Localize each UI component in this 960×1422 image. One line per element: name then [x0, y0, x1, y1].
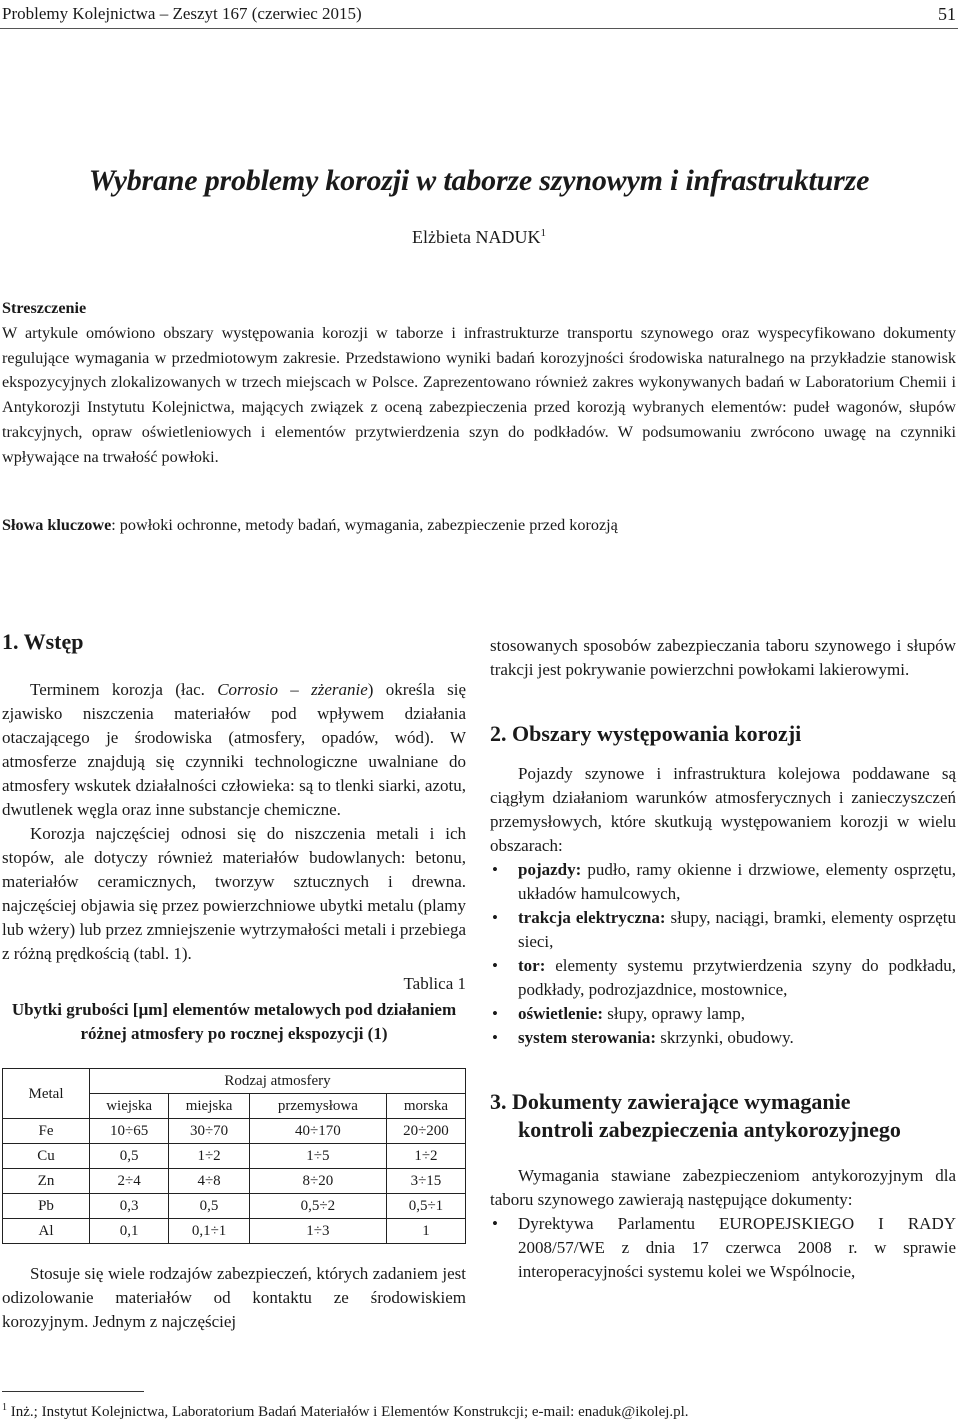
keywords-label: Słowa kluczowe	[2, 516, 112, 534]
list-item	[518, 906, 956, 954]
author-name: Elżbieta NADUK	[412, 227, 541, 247]
header-rule	[0, 28, 958, 29]
table-cell: 20÷200	[386, 1119, 465, 1144]
table-cell: 4÷8	[169, 1169, 250, 1194]
table-col-header: przemysłowa	[249, 1094, 386, 1119]
table-cell: 0,1	[90, 1219, 169, 1244]
table-cell-metal: Zn	[3, 1169, 90, 1194]
intro-paragraph-1	[2, 678, 466, 822]
table-cell: 1÷3	[249, 1219, 386, 1244]
keywords	[2, 516, 956, 535]
continued-paragraph: stosowanych sposobów zabezpieczania taboru szynowego i słupów trakcji jest pokrywanie powierzchni powłokami lakierowymi.	[490, 636, 956, 679]
list-item-text: skrzynki, obudowy.	[656, 1028, 794, 1047]
table-cell: 8÷20	[249, 1169, 386, 1194]
table-row	[3, 1144, 466, 1169]
list-item-term: oświetlenie:	[518, 1004, 603, 1023]
section-2-intro: Pojazdy szynowe i infrastruktura kolejowa poddawane są ciągłym działaniom warunków atmosferycznych i zanieczyszczeń przemysłowych, które skutkują występowaniem korozji w wielu obszarach:	[490, 764, 956, 855]
running-header	[2, 2, 956, 26]
table-cell-metal: Pb	[3, 1194, 90, 1219]
list-item-term: pojazdy:	[518, 860, 582, 879]
footnote-text: Inż.; Instytut Kolejnictwa, Laboratorium Badań Materiałów i Elementów Konstrukcji; e-mail: enaduk@ikolej.pl.	[7, 1404, 689, 1420]
list-item-term: system sterowania:	[518, 1028, 657, 1047]
intro-p1-text-b: ) określa się zjawisko niszczenia materiałów pod wpływem działania otaczającego je środowiska (atmosfery, opadów, wód). W atmosferze znajdują się czynniki technologiczne uwalniane do atmosfery wskutek działalności człowieka: są to tlenki siarki, azotu, dwutlenek węgla oraz inne substancje chemiczne.	[2, 680, 466, 819]
section-2-title: 2. Obszary występowania korozji	[490, 721, 802, 746]
abstract	[2, 296, 956, 470]
intro-p1-text-a: Terminem korozja (łac.	[30, 680, 218, 699]
page-number: 51	[938, 4, 956, 24]
abstract-text: W artykule omówiono obszary występowania korozji w taborze i infrastrukturze transportu szynowego oraz wyspecyfikowano dokumenty regulujące wymagania w przedmiotowym zakresie. Przedstawiono wyniki badań korozyjności środowiska naturalnego na przykładzie stanowisk ekspozycyjnych zlokalizowanych w trzech miejscach w Polsce. Zaprezentowano również zakres wykonywanych badań w Laboratorium Chemii i Antykorozji Instytutu Kolejnictwa, mających związek z oceną zabezpieczenia przed korozją wybranych elementów: pudeł wagonów, słupów trakcyjnych, opraw oświetleniowych i elementów przytwierdzenia szyn do podkładów. W podsumowaniu zwrócono uwagę na czynniki wpływające na trwałość powłoki.	[2, 323, 956, 466]
list-item-text: elementy systemu przytwierdzenia szyny do podkładu, podkłady, podrozjazdnice, mostownice,	[518, 956, 956, 999]
list-item-term: tor:	[518, 956, 546, 975]
right-column	[490, 634, 956, 1284]
table-cell-metal: Fe	[3, 1119, 90, 1144]
list-item	[518, 954, 956, 1002]
table-cell-metal: Cu	[3, 1144, 90, 1169]
list-item-text: słupy, naciągi, bramki, elementy osprzętu sieci,	[518, 908, 956, 951]
table-cell: 1÷2	[169, 1144, 250, 1169]
table-title: Ubytki grubości [µm] elementów metalowych pod działaniem różnej atmosfery po rocznej ekspozycji (1)	[11, 1000, 457, 1043]
list-item	[518, 1026, 956, 1050]
section-3-title	[490, 1088, 956, 1144]
table-row	[3, 1194, 466, 1219]
table-cell: 0,5÷1	[386, 1194, 465, 1219]
table-cell-metal: Al	[3, 1219, 90, 1244]
intro-p1-italic: Corrosio – zżeranie	[217, 680, 368, 699]
table-cell: 1÷2	[386, 1144, 465, 1169]
footnote	[2, 1398, 956, 1422]
author-footnote-mark: 1	[540, 227, 546, 239]
list-item	[518, 858, 956, 906]
table-cell: 0,3	[90, 1194, 169, 1219]
section-3-title-line-1: 3. Dokumenty zawierające wymaganie	[490, 1089, 851, 1114]
table-cell: 40÷170	[249, 1119, 386, 1144]
section-3-intro: Wymagania stawiane zabezpieczeniom antykorozyjnym dla taboru szynowego zawierają następujące dokumenty:	[490, 1166, 956, 1209]
table-row	[3, 1169, 466, 1194]
table-col-header: morska	[386, 1094, 465, 1119]
intro-paragraph-2: Korozja najczęściej odnosi się do niszczenia metali i ich stopów, ale dotyczy również materiałów budowlanych: betonu, materiałów ceramicznych, tworzyw sztucznych i drewna. najczęściej objawia się przez powierzchniowe ubytki metalu (plamy lub wżery) lub przez zmniejszenie wytrzymałości metali i przebiega z różną prędkością (tabl. 1).	[2, 824, 467, 963]
abstract-heading: Streszczenie	[2, 299, 87, 317]
author-line	[0, 227, 958, 248]
table-row	[3, 1219, 466, 1244]
list-item-term: trakcja elektryczna:	[518, 908, 666, 927]
table-cell: 3÷15	[386, 1169, 465, 1194]
section-1-title: 1. Wstęp	[2, 629, 84, 654]
table-cell: 2÷4	[90, 1169, 169, 1194]
table-cell: 0,1÷1	[169, 1219, 250, 1244]
table-col-header: wiejska	[90, 1094, 169, 1119]
table-cell: 1÷5	[249, 1144, 386, 1169]
list-item	[518, 1002, 956, 1026]
corrosion-areas-list	[490, 858, 956, 1050]
table-row	[3, 1119, 466, 1144]
intro-paragraph-3: Stosuje się wiele rodzajów zabezpieczeń, których zadaniem jest odizolowanie materiałów od kontaktu ze środowiskiem korozyjnym. Jednym z najczęściej	[2, 1264, 466, 1331]
footnote-rule	[2, 1391, 144, 1392]
table-metal-header: Metal	[3, 1069, 90, 1119]
table-cell: 0,5	[90, 1144, 169, 1169]
article-title: Wybrane problemy korozji w taborze szynowym i infrastrukturze	[88, 164, 870, 197]
table-caption: Tablica 1	[403, 974, 466, 993]
table-cell: 0,5	[169, 1194, 250, 1219]
table-cell: 10÷65	[90, 1119, 169, 1144]
keywords-text: : powłoki ochronne, metody badań, wymagania, zabezpieczenie przed korozją	[111, 516, 618, 534]
corrosion-table	[2, 1068, 466, 1244]
table-col-header: miejska	[169, 1094, 250, 1119]
section-3-title-line-2: kontroli zabezpieczenia antykorozyjnego	[518, 1117, 901, 1142]
journal-name: Problemy Kolejnictwa – Zeszyt 167 (czerwiec 2015)	[2, 4, 362, 23]
list-item-text: pudło, ramy okienne i drzwiowe, elementy osprzętu, układów hamulcowych,	[518, 860, 956, 903]
table-cell: 0,5÷2	[249, 1194, 386, 1219]
list-item: • Dyrektywa Parlamentu EUROPEJSKIEGO I RADY 2008/57/WE z dnia 17 czerwca 2008 r. w sprawie interoperacyjności systemu kolei we Wspólnocie,	[518, 1212, 956, 1284]
table-group-header: Rodzaj atmosfery	[90, 1069, 466, 1094]
left-column	[2, 628, 466, 1334]
list-item-text: słupy, oprawy lamp,	[602, 1004, 745, 1023]
documents-list	[490, 1212, 956, 1284]
table-cell: 30÷70	[169, 1119, 250, 1144]
table-cell: 1	[386, 1219, 465, 1244]
footnote-mark: 1	[2, 1402, 7, 1413]
